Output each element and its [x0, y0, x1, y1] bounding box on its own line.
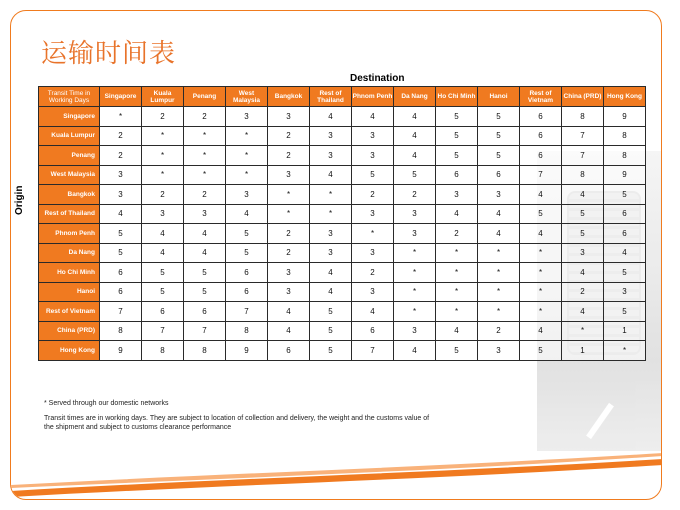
table-cell: 5: [562, 204, 604, 224]
row-header: Phnom Penh: [39, 224, 100, 244]
table-cell: 4: [394, 146, 436, 166]
table-cell: 5: [520, 341, 562, 361]
table-cell: 4: [100, 204, 142, 224]
table-cell: 6: [352, 321, 394, 341]
table-cell: 3: [478, 341, 520, 361]
row-header: Bangkok: [39, 185, 100, 205]
column-header: Ho Chi Minh: [436, 87, 478, 107]
origin-axis-label: Origin: [14, 185, 25, 215]
table-cell: 5: [562, 224, 604, 244]
row-header: Penang: [39, 146, 100, 166]
table-cell: 3: [394, 224, 436, 244]
table-cell: 6: [100, 263, 142, 283]
table-cell: 4: [310, 263, 352, 283]
table-cell: 2: [562, 282, 604, 302]
table-cell: 4: [436, 321, 478, 341]
table-cell: 5: [436, 107, 478, 127]
footnote: * Served through our domestic networks: [44, 400, 169, 407]
table-cell: 2: [478, 321, 520, 341]
table-row: [39, 185, 646, 205]
table-cell: *: [268, 185, 310, 205]
table-cell: *: [478, 282, 520, 302]
table-cell: 4: [562, 302, 604, 322]
table-row: [39, 263, 646, 283]
row-header: Rest of Vietnam: [39, 302, 100, 322]
column-header: Rest of Thailand: [310, 87, 352, 107]
table-cell: 4: [520, 185, 562, 205]
table-cell: 8: [562, 107, 604, 127]
table-cell: 5: [604, 185, 646, 205]
table-cell: 6: [100, 282, 142, 302]
table-cell: 2: [100, 146, 142, 166]
table-cell: *: [394, 243, 436, 263]
orange-swoosh-decoration: [11, 451, 662, 500]
table-cell: 8: [100, 321, 142, 341]
table-cell: 3: [394, 321, 436, 341]
table-cell: 5: [310, 321, 352, 341]
road-marking-shape: [586, 403, 614, 439]
table-cell: 3: [604, 282, 646, 302]
table-cell: 4: [310, 282, 352, 302]
table-cell: 9: [100, 341, 142, 361]
table-cell: 5: [142, 282, 184, 302]
table-cell: 3: [142, 204, 184, 224]
table-row: [39, 126, 646, 146]
table-cell: *: [478, 302, 520, 322]
table-cell: *: [184, 146, 226, 166]
table-cell: 4: [394, 126, 436, 146]
table-cell: 6: [226, 263, 268, 283]
table-cell: 9: [604, 107, 646, 127]
column-header: Singapore: [100, 87, 142, 107]
table-cell: 5: [184, 282, 226, 302]
table-row: [39, 321, 646, 341]
table-cell: *: [436, 302, 478, 322]
table-cell: 5: [436, 341, 478, 361]
table-cell: 4: [142, 224, 184, 244]
table-row: [39, 165, 646, 185]
table-cell: 4: [520, 224, 562, 244]
table-cell: 5: [604, 263, 646, 283]
table-cell: 4: [268, 321, 310, 341]
table-cell: 2: [184, 185, 226, 205]
row-header: Hanoi: [39, 282, 100, 302]
table-cell: *: [478, 243, 520, 263]
table-cell: *: [310, 185, 352, 205]
table-cell: 2: [142, 107, 184, 127]
table-cell: 5: [394, 165, 436, 185]
column-header: Hong Kong: [604, 87, 646, 107]
table-cell: 3: [352, 126, 394, 146]
table-cell: 4: [394, 107, 436, 127]
table-cell: 2: [184, 107, 226, 127]
table-corner-header: Transit Time in Working Days: [39, 87, 100, 107]
table-cell: 5: [226, 243, 268, 263]
column-header: China (PRD): [562, 87, 604, 107]
table-cell: *: [226, 126, 268, 146]
table-cell: 3: [268, 107, 310, 127]
table-cell: 5: [142, 263, 184, 283]
table-cell: 8: [604, 126, 646, 146]
table-cell: 3: [562, 243, 604, 263]
table-cell: 9: [226, 341, 268, 361]
table-cell: 3: [310, 243, 352, 263]
table-cell: 5: [352, 165, 394, 185]
table-cell: 5: [520, 204, 562, 224]
table-cell: *: [184, 126, 226, 146]
column-header: Rest of Vietnam: [520, 87, 562, 107]
table-cell: 5: [184, 263, 226, 283]
table-cell: 5: [310, 302, 352, 322]
table-cell: 8: [226, 321, 268, 341]
row-header: Kuala Lumpur: [39, 126, 100, 146]
table-cell: *: [436, 263, 478, 283]
table-cell: *: [142, 146, 184, 166]
table-cell: 5: [100, 243, 142, 263]
table-cell: *: [394, 282, 436, 302]
row-header: Hong Kong: [39, 341, 100, 361]
table-cell: 4: [226, 204, 268, 224]
table-cell: *: [100, 107, 142, 127]
table-cell: 5: [604, 302, 646, 322]
table-cell: 4: [352, 302, 394, 322]
table-cell: 6: [184, 302, 226, 322]
table-cell: 2: [352, 263, 394, 283]
column-header: Da Nang: [394, 87, 436, 107]
table-cell: 6: [142, 302, 184, 322]
table-cell: *: [184, 165, 226, 185]
table-cell: *: [352, 224, 394, 244]
table-cell: 4: [562, 263, 604, 283]
column-header: Kuala Lumpur: [142, 87, 184, 107]
table-cell: *: [394, 263, 436, 283]
table-cell: 6: [226, 282, 268, 302]
column-header: Bangkok: [268, 87, 310, 107]
table-cell: 4: [478, 204, 520, 224]
row-header: Da Nang: [39, 243, 100, 263]
table-cell: *: [142, 165, 184, 185]
table-cell: 5: [226, 224, 268, 244]
table-cell: *: [604, 341, 646, 361]
table-cell: 3: [310, 126, 352, 146]
table-cell: 7: [562, 126, 604, 146]
table-cell: 4: [184, 224, 226, 244]
table-cell: 6: [520, 146, 562, 166]
table-cell: 2: [268, 126, 310, 146]
table-cell: 4: [310, 107, 352, 127]
table-cell: 6: [520, 107, 562, 127]
table-cell: *: [310, 204, 352, 224]
table-cell: *: [436, 243, 478, 263]
table-cell: 3: [100, 165, 142, 185]
table-cell: 2: [100, 126, 142, 146]
table-cell: 3: [352, 204, 394, 224]
table-cell: 4: [352, 107, 394, 127]
table-row: [39, 282, 646, 302]
table-cell: 3: [184, 204, 226, 224]
table-row: [39, 302, 646, 322]
table-row: [39, 341, 646, 361]
table-cell: 3: [436, 185, 478, 205]
table-cell: 7: [142, 321, 184, 341]
table-cell: 4: [604, 243, 646, 263]
transit-time-table: [38, 86, 646, 361]
table-cell: 7: [100, 302, 142, 322]
table-cell: *: [478, 263, 520, 283]
table-cell: 3: [226, 107, 268, 127]
row-header: Rest of Thailand: [39, 204, 100, 224]
table-cell: 6: [436, 165, 478, 185]
table-cell: 4: [394, 341, 436, 361]
table-cell: 9: [604, 165, 646, 185]
table-cell: 3: [268, 165, 310, 185]
table-row: [39, 107, 646, 127]
table-cell: 4: [520, 321, 562, 341]
table-cell: 3: [352, 146, 394, 166]
table-cell: 8: [184, 341, 226, 361]
table-cell: 3: [100, 185, 142, 205]
row-header: Singapore: [39, 107, 100, 127]
table-cell: 7: [520, 165, 562, 185]
row-header: China (PRD): [39, 321, 100, 341]
table-cell: 4: [562, 185, 604, 205]
table-cell: 5: [436, 146, 478, 166]
table-cell: 8: [142, 341, 184, 361]
table-cell: *: [226, 165, 268, 185]
table-cell: 1: [562, 341, 604, 361]
table-cell: *: [520, 302, 562, 322]
destination-axis-label: Destination: [350, 73, 405, 84]
table-cell: 5: [478, 126, 520, 146]
table-row: [39, 243, 646, 263]
table-cell: 8: [604, 146, 646, 166]
table-cell: 8: [562, 165, 604, 185]
table-cell: 2: [436, 224, 478, 244]
table-cell: 4: [142, 243, 184, 263]
column-header: West Malaysia: [226, 87, 268, 107]
table-cell: *: [226, 146, 268, 166]
table-cell: 3: [268, 282, 310, 302]
table-cell: 5: [478, 146, 520, 166]
table-cell: 4: [310, 165, 352, 185]
table-cell: 7: [226, 302, 268, 322]
column-header: Penang: [184, 87, 226, 107]
table-cell: 3: [352, 243, 394, 263]
table-cell: 6: [520, 126, 562, 146]
column-header: Phnom Penh: [352, 87, 394, 107]
table-cell: 3: [394, 204, 436, 224]
table-cell: 4: [436, 204, 478, 224]
table-cell: *: [436, 282, 478, 302]
table-cell: 3: [268, 263, 310, 283]
table-cell: 2: [268, 224, 310, 244]
table-cell: 4: [268, 302, 310, 322]
table-body: [39, 107, 646, 361]
table-cell: *: [520, 263, 562, 283]
table-cell: 5: [310, 341, 352, 361]
row-header: West Malaysia: [39, 165, 100, 185]
table-cell: *: [394, 302, 436, 322]
table-cell: 6: [604, 204, 646, 224]
table-cell: 1: [604, 321, 646, 341]
page-title: 运输时间表: [41, 39, 177, 69]
table-cell: 3: [478, 185, 520, 205]
transit-note: Transit times are in working days. They are subject to location of collection and delivery, the weight and the customs value of the shipment and subject to customs clearance performance: [44, 415, 430, 431]
table-cell: 3: [310, 224, 352, 244]
table-cell: *: [520, 282, 562, 302]
table-cell: 2: [142, 185, 184, 205]
table-cell: 7: [184, 321, 226, 341]
table-row: [39, 204, 646, 224]
table-cell: *: [142, 126, 184, 146]
table-cell: 5: [436, 126, 478, 146]
row-header: Ho Chi Minh: [39, 263, 100, 283]
table-cell: 2: [268, 243, 310, 263]
table-cell: *: [562, 321, 604, 341]
table-header-row: [39, 87, 646, 107]
table-cell: 5: [478, 107, 520, 127]
table-cell: 3: [226, 185, 268, 205]
table-cell: 2: [394, 185, 436, 205]
table-cell: 3: [310, 146, 352, 166]
table-cell: 7: [562, 146, 604, 166]
table-cell: 7: [352, 341, 394, 361]
column-header: Hanoi: [478, 87, 520, 107]
table-row: [39, 224, 646, 244]
table-cell: 4: [184, 243, 226, 263]
table-cell: 6: [604, 224, 646, 244]
table-cell: 2: [268, 146, 310, 166]
table-cell: 5: [100, 224, 142, 244]
table-row: [39, 146, 646, 166]
table-cell: 2: [352, 185, 394, 205]
table-cell: 6: [478, 165, 520, 185]
table-cell: 6: [268, 341, 310, 361]
table-cell: 3: [352, 282, 394, 302]
table-cell: *: [520, 243, 562, 263]
table-cell: *: [268, 204, 310, 224]
table-cell: 4: [478, 224, 520, 244]
